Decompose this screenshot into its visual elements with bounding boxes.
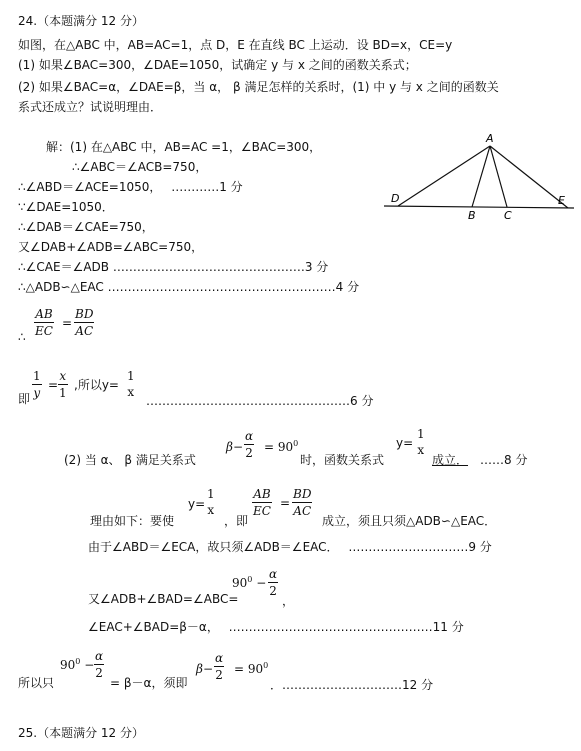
namely-text: ，即 <box>224 514 249 528</box>
frac-den-y: y <box>33 386 41 400</box>
question-2-line-1: (2) 如果∠BAC=α，∠DAE=β，当 α， β 满足怎样的关系时，(1) 中 y 与 x 之间的函数关 <box>18 80 499 94</box>
fraction-1-y <box>32 368 42 401</box>
equals-90-2 <box>234 662 268 676</box>
frac-den-ac: AC <box>75 324 94 338</box>
label-d: D <box>391 192 400 205</box>
frac-den-2-d: 2 <box>215 668 223 682</box>
equals-sign: = <box>62 316 73 330</box>
fraction-alpha-2-b <box>268 566 278 599</box>
frac-num-1c: 1 <box>417 427 425 441</box>
y-equals: y= <box>396 436 414 450</box>
fraction-bd-ac <box>74 306 94 339</box>
beta-minus-alpha-text: = β－α，须即 <box>110 676 188 690</box>
frac-num-alpha-b: α <box>269 567 278 581</box>
degree-sup-3: 0 <box>75 657 81 666</box>
frac-den-ac-2: AC <box>293 504 312 518</box>
fraction-alpha-2 <box>244 428 254 461</box>
equals-90 <box>264 440 298 454</box>
solution-line-1: 解：(1) 在△ABC 中，AB=AC =1，∠BAC=300， <box>46 140 322 154</box>
frac-num-alpha-d: α <box>215 651 224 665</box>
frac-num-bd-2: BD <box>293 487 312 501</box>
degree-sup: 0 <box>293 439 299 448</box>
frac-num-bd: BD <box>75 307 94 321</box>
frac-num-1b: 1 <box>127 369 135 383</box>
solution-line-2: ∴∠ABC＝∠ACB=750， <box>72 160 208 174</box>
reason-text: 理由如下：要使 <box>90 514 175 528</box>
frac-num-alpha-c: α <box>95 649 104 663</box>
line-de <box>384 206 574 208</box>
problem-stem: 如图，在△ABC 中，AB=AC=1，点 D，E 在直线 BC 上运动．设 BD=x，CE=y <box>18 38 453 52</box>
frac-den-ec-2: EC <box>253 504 271 518</box>
segment-ae <box>490 146 568 208</box>
frac-den-xd: x <box>207 503 215 517</box>
fraction-1-x <box>126 368 136 400</box>
angle-eac-line <box>88 620 464 634</box>
solution-line-3-text: ∴∠ABD＝∠ACE=1050， <box>18 180 162 194</box>
fraction-ab-ec <box>34 306 54 339</box>
minus-sign-2: − <box>80 658 95 672</box>
beta-minus: β− <box>226 440 243 454</box>
part2-condition-text: (2) 当 α、 β 满足关系式 <box>64 453 196 467</box>
solution-line-4: ∵∠DAE=1050． <box>18 200 114 214</box>
score-9: …………………………9 分 <box>348 540 492 554</box>
fraction-alpha-2-c <box>94 648 104 681</box>
frac-num-x: x <box>59 369 67 383</box>
equals-sign-2: = <box>48 378 59 392</box>
eq-90-text-2: = 90 <box>234 662 264 676</box>
label-b: B <box>468 209 476 220</box>
fraction-1-x-part2 <box>416 426 426 458</box>
solution-line-8 <box>18 280 359 294</box>
fraction-ab-ec-2 <box>252 486 272 519</box>
degree-sup-2: 0 <box>247 575 253 584</box>
label-a: A <box>486 132 494 145</box>
angle-sum-text: 又∠ADB+∠BAD=∠ABC= <box>88 592 239 606</box>
frac-den-2-b: 2 <box>269 584 277 598</box>
ninety-text-2: 90 <box>60 658 76 672</box>
score-3: …………………………………………3 分 <box>112 260 329 274</box>
label-c: C <box>504 209 512 220</box>
score-4: …………………………………………………4 分 <box>107 280 360 294</box>
frac-den-2-c: 2 <box>95 666 103 680</box>
frac-den-1: 1 <box>59 386 67 400</box>
reason-line-2-text: 由于∠ABD＝∠ECA，故只须∠ADB＝∠EAC． <box>88 540 339 554</box>
fraction-x-1 <box>58 368 68 401</box>
minus-sign: − <box>252 576 267 590</box>
therefore-symbol: ∴ <box>18 330 26 344</box>
function-relation-text: 时，函数关系式 <box>300 453 385 467</box>
frac-den-xc: x <box>417 443 425 457</box>
ninety-text: 90 <box>232 576 248 590</box>
fraction-bd-ac-2 <box>292 486 312 519</box>
ninety-degrees-2 <box>60 658 94 672</box>
segment-ab <box>472 146 490 207</box>
score-8: ……8 分 <box>480 453 528 467</box>
score-1: …………1 分 <box>171 180 243 194</box>
question-2-line-2: 系式还成立？试说明理由． <box>18 100 163 114</box>
degree-sup-4: 0 <box>263 661 269 670</box>
fraction-alpha-2-d <box>214 650 224 683</box>
segment-ac <box>490 146 507 207</box>
triangle-figure <box>380 130 580 220</box>
frac-num-1: 1 <box>33 369 41 383</box>
segment-ad <box>398 146 490 206</box>
solution-line-7-text: ∴∠CAE＝∠ADB <box>18 260 110 274</box>
therefore-only-text: 所以只 <box>18 676 55 690</box>
solution-line-5: ∴∠DAB＝∠CAE=750， <box>18 220 154 234</box>
solution-line-7 <box>18 260 328 274</box>
solution-line-8-text: ∴△ADB∽△EAC <box>18 280 104 294</box>
angle-eac-text: ∠EAC+∠BAD=β－α， <box>88 620 219 634</box>
fraction-1-x-reason <box>206 486 216 518</box>
score-11: ……………………………………………11 分 <box>228 620 464 634</box>
hence-prefix: 即 <box>18 392 31 406</box>
frac-num-1d: 1 <box>207 487 215 501</box>
solution-line-3 <box>18 180 243 194</box>
frac-num-ab: AB <box>35 307 53 321</box>
problem-title: 24.（本题满分 12 分） <box>18 14 144 28</box>
so-y-equals: ,所以y= <box>74 378 119 392</box>
equals-sign-3: = <box>280 496 291 510</box>
eq-90-text: = 90 <box>264 440 294 454</box>
holds-text: 成立． <box>432 453 469 467</box>
frac-den-x: x <box>127 385 135 399</box>
ninety-degrees <box>232 576 266 590</box>
score-6: ……………………………………………6 分 <box>146 394 374 408</box>
solution-line-6: 又∠DAB+∠ADB=∠ABC=750， <box>18 240 204 254</box>
frac-num-ab-2: AB <box>253 487 271 501</box>
frac-den-2: 2 <box>245 446 253 460</box>
beta-minus-2: β− <box>196 662 213 676</box>
similar-condition-text: 成立，须且只须△ADB∽△EAC． <box>322 514 497 528</box>
next-problem-title: 25.（本题满分 12 分） <box>18 726 144 740</box>
frac-den-ec: EC <box>35 324 53 338</box>
label-e: E <box>558 194 565 207</box>
comma: ， <box>282 594 295 608</box>
y-equals-2: y= <box>188 497 206 511</box>
frac-num-alpha: α <box>245 429 254 443</box>
question-1: (1) 如果∠BAC=300，∠DAE=1050，试确定 y 与 x 之间的函数关系式； <box>18 58 417 72</box>
score-12: ．…………………………12 分 <box>270 678 434 692</box>
reason-line-2 <box>88 540 492 554</box>
